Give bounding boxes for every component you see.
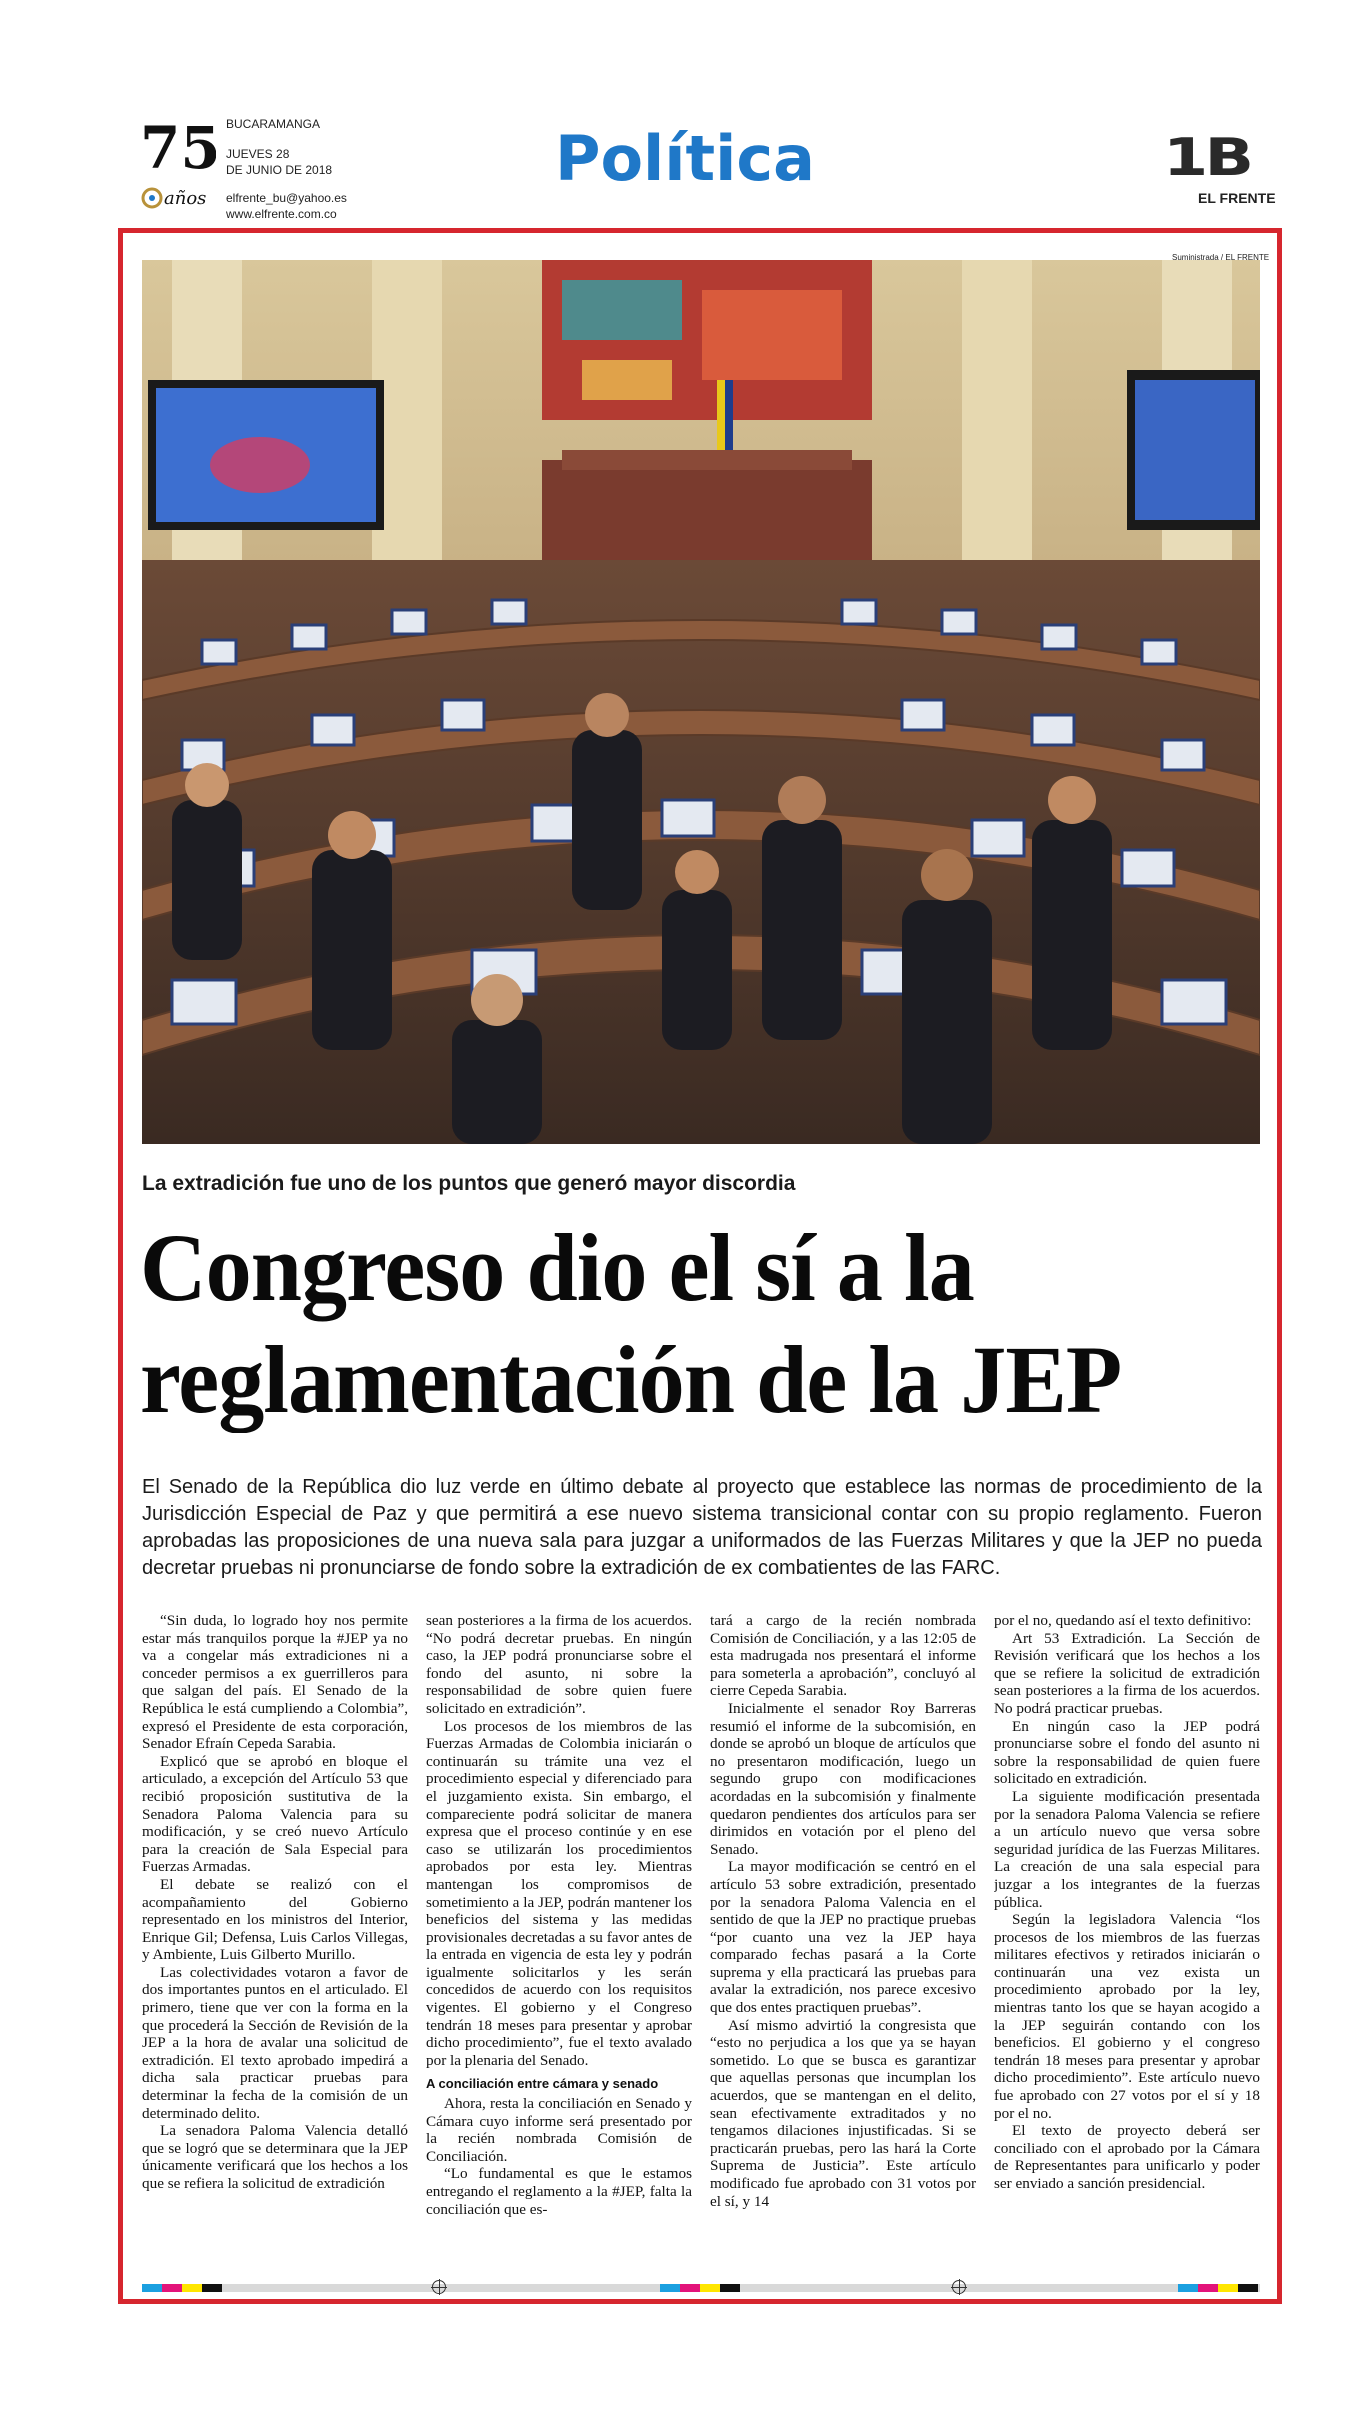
paragraph: Así mismo advirtió la congresista que “esto no perjudica a los que ya se hayan sometido. Lo que se busca es garantizar que aquellas personas que incumplan los acuerdos, que se mantengan en el delito, sean efectivamente extraditados y no tengamos dilaciones injustificadas. Si se practicarán pruebas, pero las hará la Corte Suprema de Justicia”. Este artículo modificado fue aprobado con 31 votos por el sí, y 14 — [710, 2016, 976, 2210]
paragraph: El texto de proyecto deberá ser conciliado con el aprobado por la Cámara de Representantes para unificarlo y poder ser enviado a sanción presidencial. — [994, 2122, 1260, 2192]
paragraph: Los procesos de los miembros de las Fuerzas Armadas de Colombia iniciarán o continuarán su trámite una vez el procedimiento especial y diferenciado para el juzgamiento exista. Sin embargo, el compareciente podrá solicitar de manera expresa que el proceso continúe y en ese caso se utilizarán los procedimientos aprobados por esta ley. Mientras mantengan los compromisos de sometimiento a la JEP, podrán mantener los beneficios del sistema y las medidas provisionales decretadas a su favor antes de la entrada en vigencia de esta ley y podrán igualmente solicitarlos y les serán concedidos de acuerdo con los requisitos vigentes. El gobierno y el Congreso tendrán 18 meses para presentar y aprobar dicho procedimiento”, fue el texto avalado por la plenaria del Senado. — [426, 1717, 692, 2069]
anniversary-number: 75 — [140, 116, 216, 182]
website: www.elfrente.com.co — [226, 207, 337, 221]
date-line-2: DE JUNIO DE 2018 — [226, 163, 333, 177]
paragraph: La siguiente modificación presentada por la senadora Paloma Valencia se refiere a un artículo nuevo que versa sobre seguridad jurídica de las Fuerzas Militares. La creación de una sala especial para juzgar a los integrantes de la fuerzas pública. — [994, 1787, 1260, 1911]
paragraph: “Sin duda, lo logrado hoy nos permite estar más tranquilos porque la #JEP ya no va a congelar más extradiciones ni a conceder permisos a ex guerrilleros para que salgan del país. El Senado de la República le está cumpliendo a Colombia”, expresó el Presidente de esta corporación, Senador Efraín Cepeda Sarabia. — [142, 1612, 408, 1753]
column-2 — [426, 1612, 692, 2282]
paragraph: Ahora, resta la conciliación en Senado y Cámara cuyo informe será presentado por la recién nombrada Comisión de Conciliación. — [426, 2095, 692, 2165]
paragraph: La mayor modificación se centró en el artículo 53 sobre extradición, presentado por la senadora Paloma Valencia en el sentido de que la JEP no practique pruebas “por cuanto una vez la JEP haya comparado fechas pasará a la Corte suprema y ella practicará las pruebas para avalar la extradición, nos parece excesivo que dos entes practiquen pruebas”. — [710, 1858, 976, 2017]
lead-paragraph: El Senado de la República dio luz verde en último debate al proyecto que establece las normas de procedimiento de la Jurisdicción Especial de Paz y que permitirá a ese nuevo sistema transicional contar con su propio reglamento. Fueron aprobadas las proposiciones de una nueva sala para juzgar a uniformados de las Fuerzas Militares y que la JEP no pueda decretar pruebas ni pronunciarse de fondo sobre la extradición de ex combatientes de las FARC. — [142, 1476, 1262, 1579]
headline — [140, 1212, 1225, 1436]
anniversary-logo — [138, 116, 216, 212]
column-3 — [710, 1612, 976, 2282]
registration-mark-icon — [432, 2280, 446, 2294]
paper-name: EL FRENTE — [1198, 190, 1276, 206]
masthead-meta — [226, 116, 347, 222]
subheading: A conciliación entre cámara y senado — [426, 2076, 659, 2092]
paragraph: sean posteriores a la firma de los acuerdos. “No podrá decretar pruebas. En ningún caso, la JEP podrá pronunciarse sobre el fondo del asunto, ni sobre la responsabilidad de sobre quien fuere solicitado en extradición”. — [426, 1612, 692, 1717]
city: BUCARAMANGA — [226, 117, 321, 131]
column-4 — [994, 1612, 1260, 2282]
paragraph: Las colectividades votaron a favor de dos importantes puntos en el articulado. El primero, tiene que ver con la forma en la que procederá la Sección de Revisión de la JEP a la hora de avalar una solicitud de extradición. El texto aprobado impedirá a dicha sala practicar pruebas para determinar la fecha de la comisión de un determinado delito. — [142, 1963, 408, 2122]
paragraph: Inicialmente el senador Roy Barreras resumió el informe de la subcomisión, en donde se aprobó un bloque de artículos que no presentaron modificación, luego un segundo grupo con modificaciones acordadas en la subcomisión y finalmente quedaron pendientes dos artículos para ser dirimidos en votación por el pleno del Senado. — [710, 1699, 976, 1858]
paragraph: Art 53 Extradición. La Sección de Revisión verificará que los hechos a los que se refiere la solicitud de extradición sean posteriores a la firma de los acuerdos. No podrá practicar pruebas. — [994, 1629, 1260, 1717]
kicker: La extradición fue uno de los puntos que generó mayor discordia — [142, 1172, 796, 1195]
paragraph: “Lo fundamental es que le estamos entregando el reglamento a la #JEP, falta la conciliación que es- — [426, 2165, 692, 2218]
color-bar-center — [660, 2284, 740, 2292]
registration-mark-icon — [952, 2280, 966, 2294]
paragraph: Según la legisladora Valencia “los procesos de los miembros de las fuerzas militares efectivos y retirados iniciarán o continuarán una vez exista un procedimiento aprobado por la ley, mientras tanto los que se hayan acogido a la JEP seguirán contando con los beneficios. El gobierno y el congreso tendrán 18 meses para presentar y aprobar dicho procedimiento”. Este artículo nuevo fue aprobado con 27 votos por el sí y 18 por el no. — [994, 1911, 1260, 2122]
paragraph: El debate se realizó con el acompañamiento del Gobierno representado en los ministros del Interior, Enrique Gil; Defensa, Luis Carlos Villegas, y Ambiente, Luis Gilberto Murillo. — [142, 1875, 408, 1964]
paragraph: por el no, quedando así el texto definitivo: — [994, 1612, 1252, 1629]
congress-photo — [142, 260, 1260, 1144]
color-bar-left — [142, 2284, 222, 2292]
paragraph: Explicó que se aprobó en bloque el articulado, a excepción del Artículo 53 que recibió proposición sustitutiva de la Senadora Paloma Valencia para su modificación, y se creó nuevo Artículo para la creación de Sala Especial para Fuerzas Armadas. — [142, 1752, 408, 1876]
paragraph: tará a cargo de la recién nombrada Comisión de Conciliación, y a las 12:05 de esta madrugada nos presentará el informe para someterla a aprobación”, concluyó al cierre Cepeda Sarabia. — [710, 1612, 976, 1700]
date-line-1: JUEVES 28 — [226, 147, 290, 161]
photo-credit: Suministrada / EL FRENTE — [1172, 253, 1270, 262]
anniversary-word: años — [164, 188, 207, 209]
email: elfrente_bu@yahoo.es — [226, 191, 347, 205]
headline-line-1: Congreso dio el sí a la — [140, 1214, 974, 1321]
headline-line-2: reglamentación de la JEP — [140, 1326, 1122, 1433]
paragraph: En ningún caso la JEP podrá pronunciarse sobre el fondo del asunto ni sobre la responsabilidad de quien fuere solicitado en extradición. — [994, 1717, 1260, 1788]
paragraph: La senadora Paloma Valencia detalló que se logró que se determinara que la JEP únicamente verificará que los hechos a los que se refiera la solicitud de extradición — [142, 2122, 408, 2192]
article-body — [142, 1612, 1260, 2282]
color-bar-right — [1178, 2284, 1258, 2292]
page-number: 1B — [1163, 128, 1251, 188]
section-title: Política — [555, 122, 816, 195]
column-1 — [142, 1612, 408, 2282]
